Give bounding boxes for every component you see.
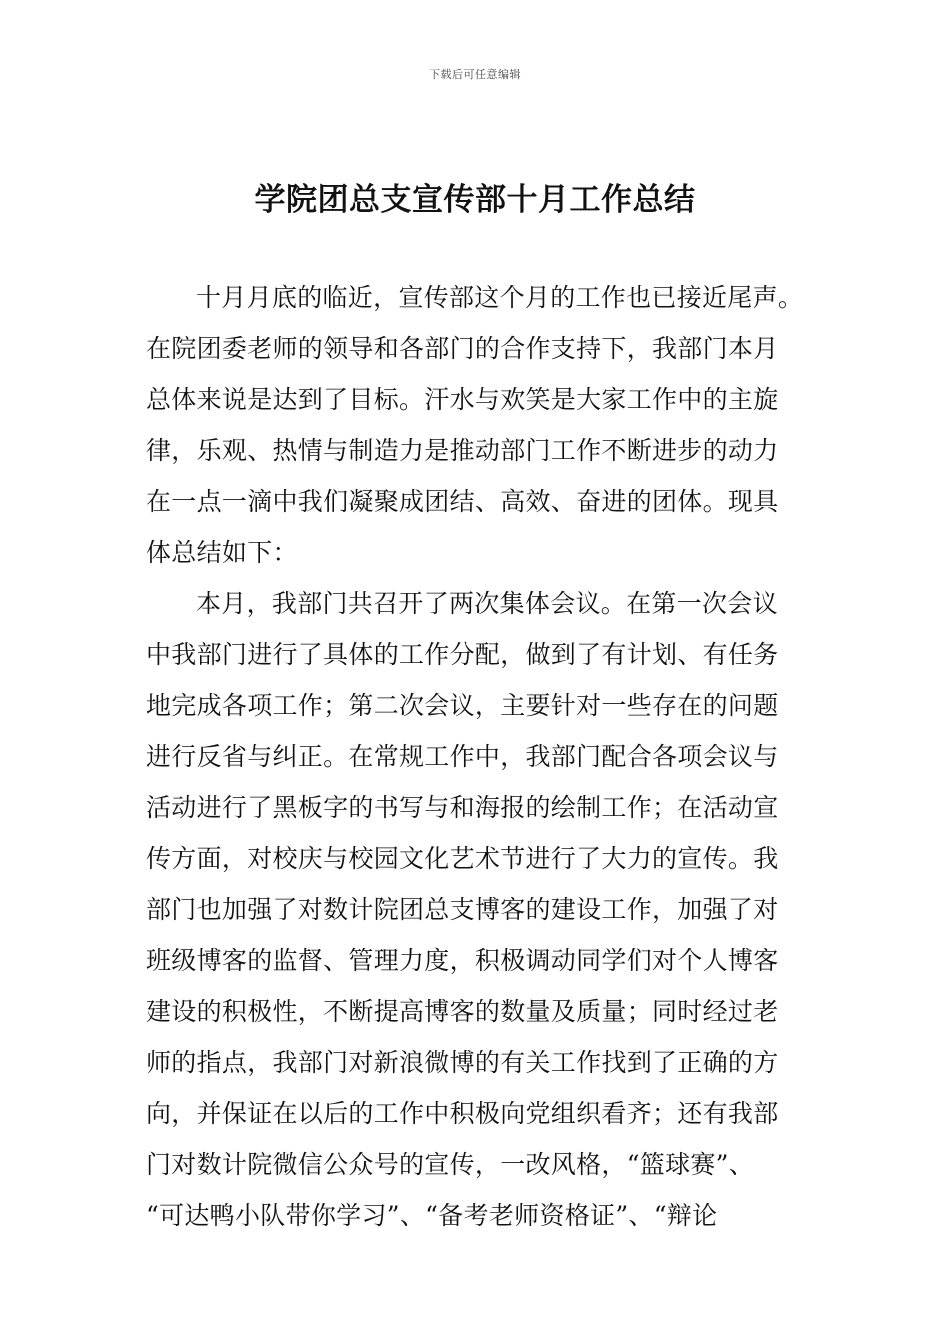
- paragraph-line: 师的指点，我部门对新浪微博的有关工作找到了正确的方: [146, 1048, 779, 1077]
- document-title: 学院团总支宣传部十月工作总结: [254, 182, 696, 218]
- paragraph-line: 门对数计院微信公众号的宣传，一改风格，“篮球赛”、: [146, 1150, 755, 1179]
- paragraph-line: 在一点一滴中我们凝聚成团结、高效、奋进的团体。现具: [146, 487, 779, 516]
- paragraph-line: 本月，我部门共召开了两次集体会议。在第一次会议: [196, 589, 778, 618]
- document-body: [146, 272, 808, 1241]
- paragraph-line: “可达鸭小队带你学习”、“备考老师资格证”、“辩论: [146, 1201, 718, 1230]
- paragraph-line: 体总结如下：: [146, 538, 298, 567]
- paragraph-line: 十月月底的临近，宣传部这个月的工作也已接近尾声。: [196, 283, 804, 312]
- paragraph-line: 部门也加强了对数计院团总支博客的建设工作，加强了对: [146, 895, 779, 924]
- paragraph-line: 中我部门进行了具体的工作分配，做到了有计划、有任务: [146, 640, 779, 669]
- paragraph-line: 向，并保证在以后的工作中积极向党组织看齐；还有我部: [146, 1099, 779, 1128]
- paragraph-line: 进行反省与纠正。在常规工作中，我部门配合各项会议与: [146, 742, 779, 771]
- paragraph-line: 总体来说是达到了目标。汗水与欢笑是大家工作中的主旋: [146, 385, 779, 414]
- paragraph-line: 在院团委老师的领导和各部门的合作支持下，我部门本月: [146, 334, 779, 363]
- paragraph-line: 建设的积极性，不断提高博客的数量及质量；同时经过老: [146, 997, 779, 1026]
- paragraph-line: 地完成各项工作；第二次会议，主要针对一些存在的问题: [146, 691, 779, 720]
- paragraph-line: 活动进行了黑板字的书写与和海报的绘制工作；在活动宣: [146, 793, 779, 822]
- paragraph-line: 律，乐观、热情与制造力是推动部门工作不断进步的动力: [146, 436, 779, 465]
- header-note: 下载后可任意编辑: [429, 68, 521, 81]
- paragraph-line: 班级博客的监督、管理力度，积极调动同学们对个人博客: [146, 946, 779, 975]
- paragraph-line: 传方面，对校庆与校园文化艺术节进行了大力的宣传。我: [146, 844, 779, 873]
